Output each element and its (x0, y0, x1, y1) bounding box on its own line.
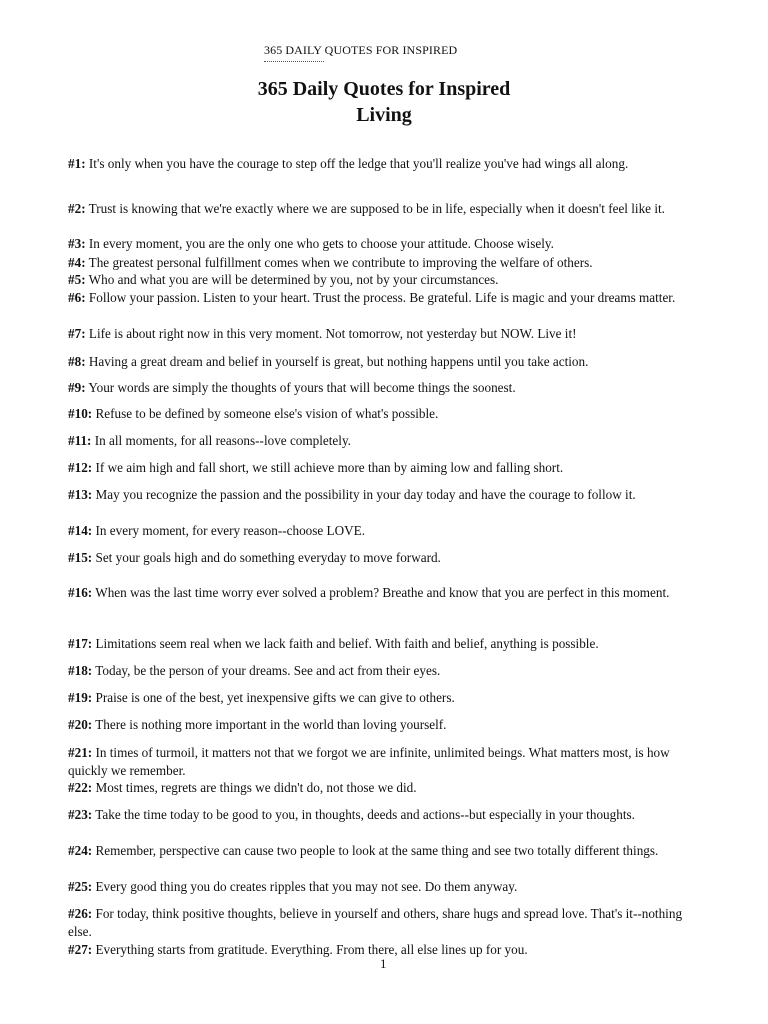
quote-text: When was the last time worry ever solved a problem? Breathe and know that you are perfect in this moment. (95, 585, 670, 600)
quote-number: #8: (68, 354, 86, 369)
quote-text: Life is about right now in this very moment. Not tomorrow, not yesterday but NOW. Live it! (88, 326, 577, 341)
quote-item (68, 941, 688, 959)
quote-text: Today, be the person of your dreams. See and act from their eyes. (95, 663, 441, 678)
quote-number: #17: (68, 636, 93, 651)
quote-item (68, 271, 688, 289)
quote-text: Who and what you are will be determined by you, not by your circumstances. (88, 272, 499, 287)
quote-item (68, 806, 688, 824)
quote-text: Refuse to be defined by someone else's vision of what's possible. (95, 406, 439, 421)
quote-number: #22: (68, 780, 93, 795)
quote-item (68, 662, 688, 680)
quote-item (68, 289, 688, 307)
quote-item (68, 878, 688, 896)
quote-text: Take the time today to be good to you, in thoughts, deeds and actions--but especially in your thoughts. (95, 807, 635, 822)
quote-number: #14: (68, 523, 93, 538)
quote-item (68, 486, 688, 504)
quote-number: #25: (68, 879, 93, 894)
document-title (0, 76, 768, 128)
quote-text: Trust is knowing that we're exactly where we are supposed to be in life, especially when it doesn't feel like it. (88, 201, 665, 216)
quote-number: #15: (68, 550, 93, 565)
quote-item (68, 779, 688, 797)
quote-text: For today, think positive thoughts, believe in yourself and others, share hugs and spread love. That's it--nothing else. (68, 906, 683, 939)
quote-item (68, 459, 688, 477)
document-title-line-1: 365 Daily Quotes for Inspired (257, 78, 511, 100)
quote-item (68, 522, 688, 540)
quote-item (68, 744, 688, 779)
quote-item (68, 716, 688, 734)
quote-item (68, 689, 688, 707)
quote-item (68, 842, 688, 860)
quote-number: #12: (68, 460, 93, 475)
quote-text: The greatest personal fulfillment comes when we contribute to improving the welfare of others. (88, 255, 593, 270)
quote-text: Follow your passion. Listen to your heart. Trust the process. Be grateful. Life is magic and your dreams matter. (88, 290, 676, 305)
quote-item (68, 905, 688, 940)
quote-item (68, 432, 688, 450)
quote-number: #24: (68, 843, 93, 858)
quote-text: In all moments, for all reasons--love completely. (94, 433, 351, 448)
quote-text: It's only when you have the courage to step off the ledge that you'll realize you've had wings all along. (88, 156, 629, 171)
quote-number: #7: (68, 326, 86, 341)
document-title-line-2: Living (356, 104, 412, 126)
quote-text: Your words are simply the thoughts of yours that will become things the soonest. (88, 380, 516, 395)
quote-item (68, 405, 688, 423)
quote-number: #20: (68, 717, 93, 732)
quote-item (68, 200, 688, 218)
quote-item (68, 155, 688, 173)
quote-item (68, 325, 688, 343)
quote-item (68, 353, 688, 371)
quote-number: #26: (68, 906, 93, 921)
quote-number: #13: (68, 487, 93, 502)
quote-item (68, 254, 688, 272)
quote-number: #27: (68, 942, 93, 957)
quote-number: #16: (68, 585, 93, 600)
quote-text: Set your goals high and do something everyday to move forward. (95, 550, 441, 565)
quote-number: #11: (68, 433, 92, 448)
quote-text: Remember, perspective can cause two people to look at the same thing and see two totally different things. (95, 843, 659, 858)
quote-number: #6: (68, 290, 86, 305)
quote-text: Having a great dream and belief in yourself is great, but nothing happens until you take action. (88, 354, 589, 369)
quote-text: Everything starts from gratitude. Everything. From there, all else lines up for you. (95, 942, 528, 957)
quote-item (68, 235, 688, 253)
quote-number: #5: (68, 272, 86, 287)
quote-item (68, 549, 688, 567)
quote-text: In every moment, for every reason--choose LOVE. (95, 523, 365, 538)
quote-number: #18: (68, 663, 93, 678)
quote-number: #19: (68, 690, 93, 705)
quote-item (68, 584, 688, 602)
quote-number: #1: (68, 156, 86, 171)
quote-text: Every good thing you do creates ripples that you may not see. Do them anyway. (95, 879, 518, 894)
quote-text: Limitations seem real when we lack faith and belief. With faith and belief, anything is possible. (95, 636, 599, 651)
quote-number: #4: (68, 255, 86, 270)
quote-text: If we aim high and fall short, we still achieve more than by aiming low and falling short. (95, 460, 564, 475)
quote-item (68, 635, 688, 653)
quote-text: In times of turmoil, it matters not that we forgot we are infinite, unlimited beings. What matters most, is how quickly we remember. (68, 745, 670, 778)
page-number: 1 (380, 956, 387, 971)
quote-text: May you recognize the passion and the possibility in your day today and have the courage to follow it. (95, 487, 636, 502)
running-header-overflow (264, 58, 324, 62)
quote-item (68, 379, 688, 397)
running-header: 365 DAILY QUOTES FOR INSPIRED (264, 43, 458, 57)
quote-number: #3: (68, 236, 86, 251)
quote-number: #9: (68, 380, 86, 395)
quote-text: In every moment, you are the only one who gets to choose your attitude. Choose wisely. (88, 236, 554, 251)
quote-text: Most times, regrets are things we didn't do, not those we did. (95, 780, 417, 795)
quote-number: #2: (68, 201, 86, 216)
quote-text: There is nothing more important in the world than loving yourself. (95, 717, 447, 732)
quote-number: #23: (68, 807, 93, 822)
quote-number: #21: (68, 745, 93, 760)
quote-number: #10: (68, 406, 93, 421)
quote-text: Praise is one of the best, yet inexpensive gifts we can give to others. (95, 690, 455, 705)
